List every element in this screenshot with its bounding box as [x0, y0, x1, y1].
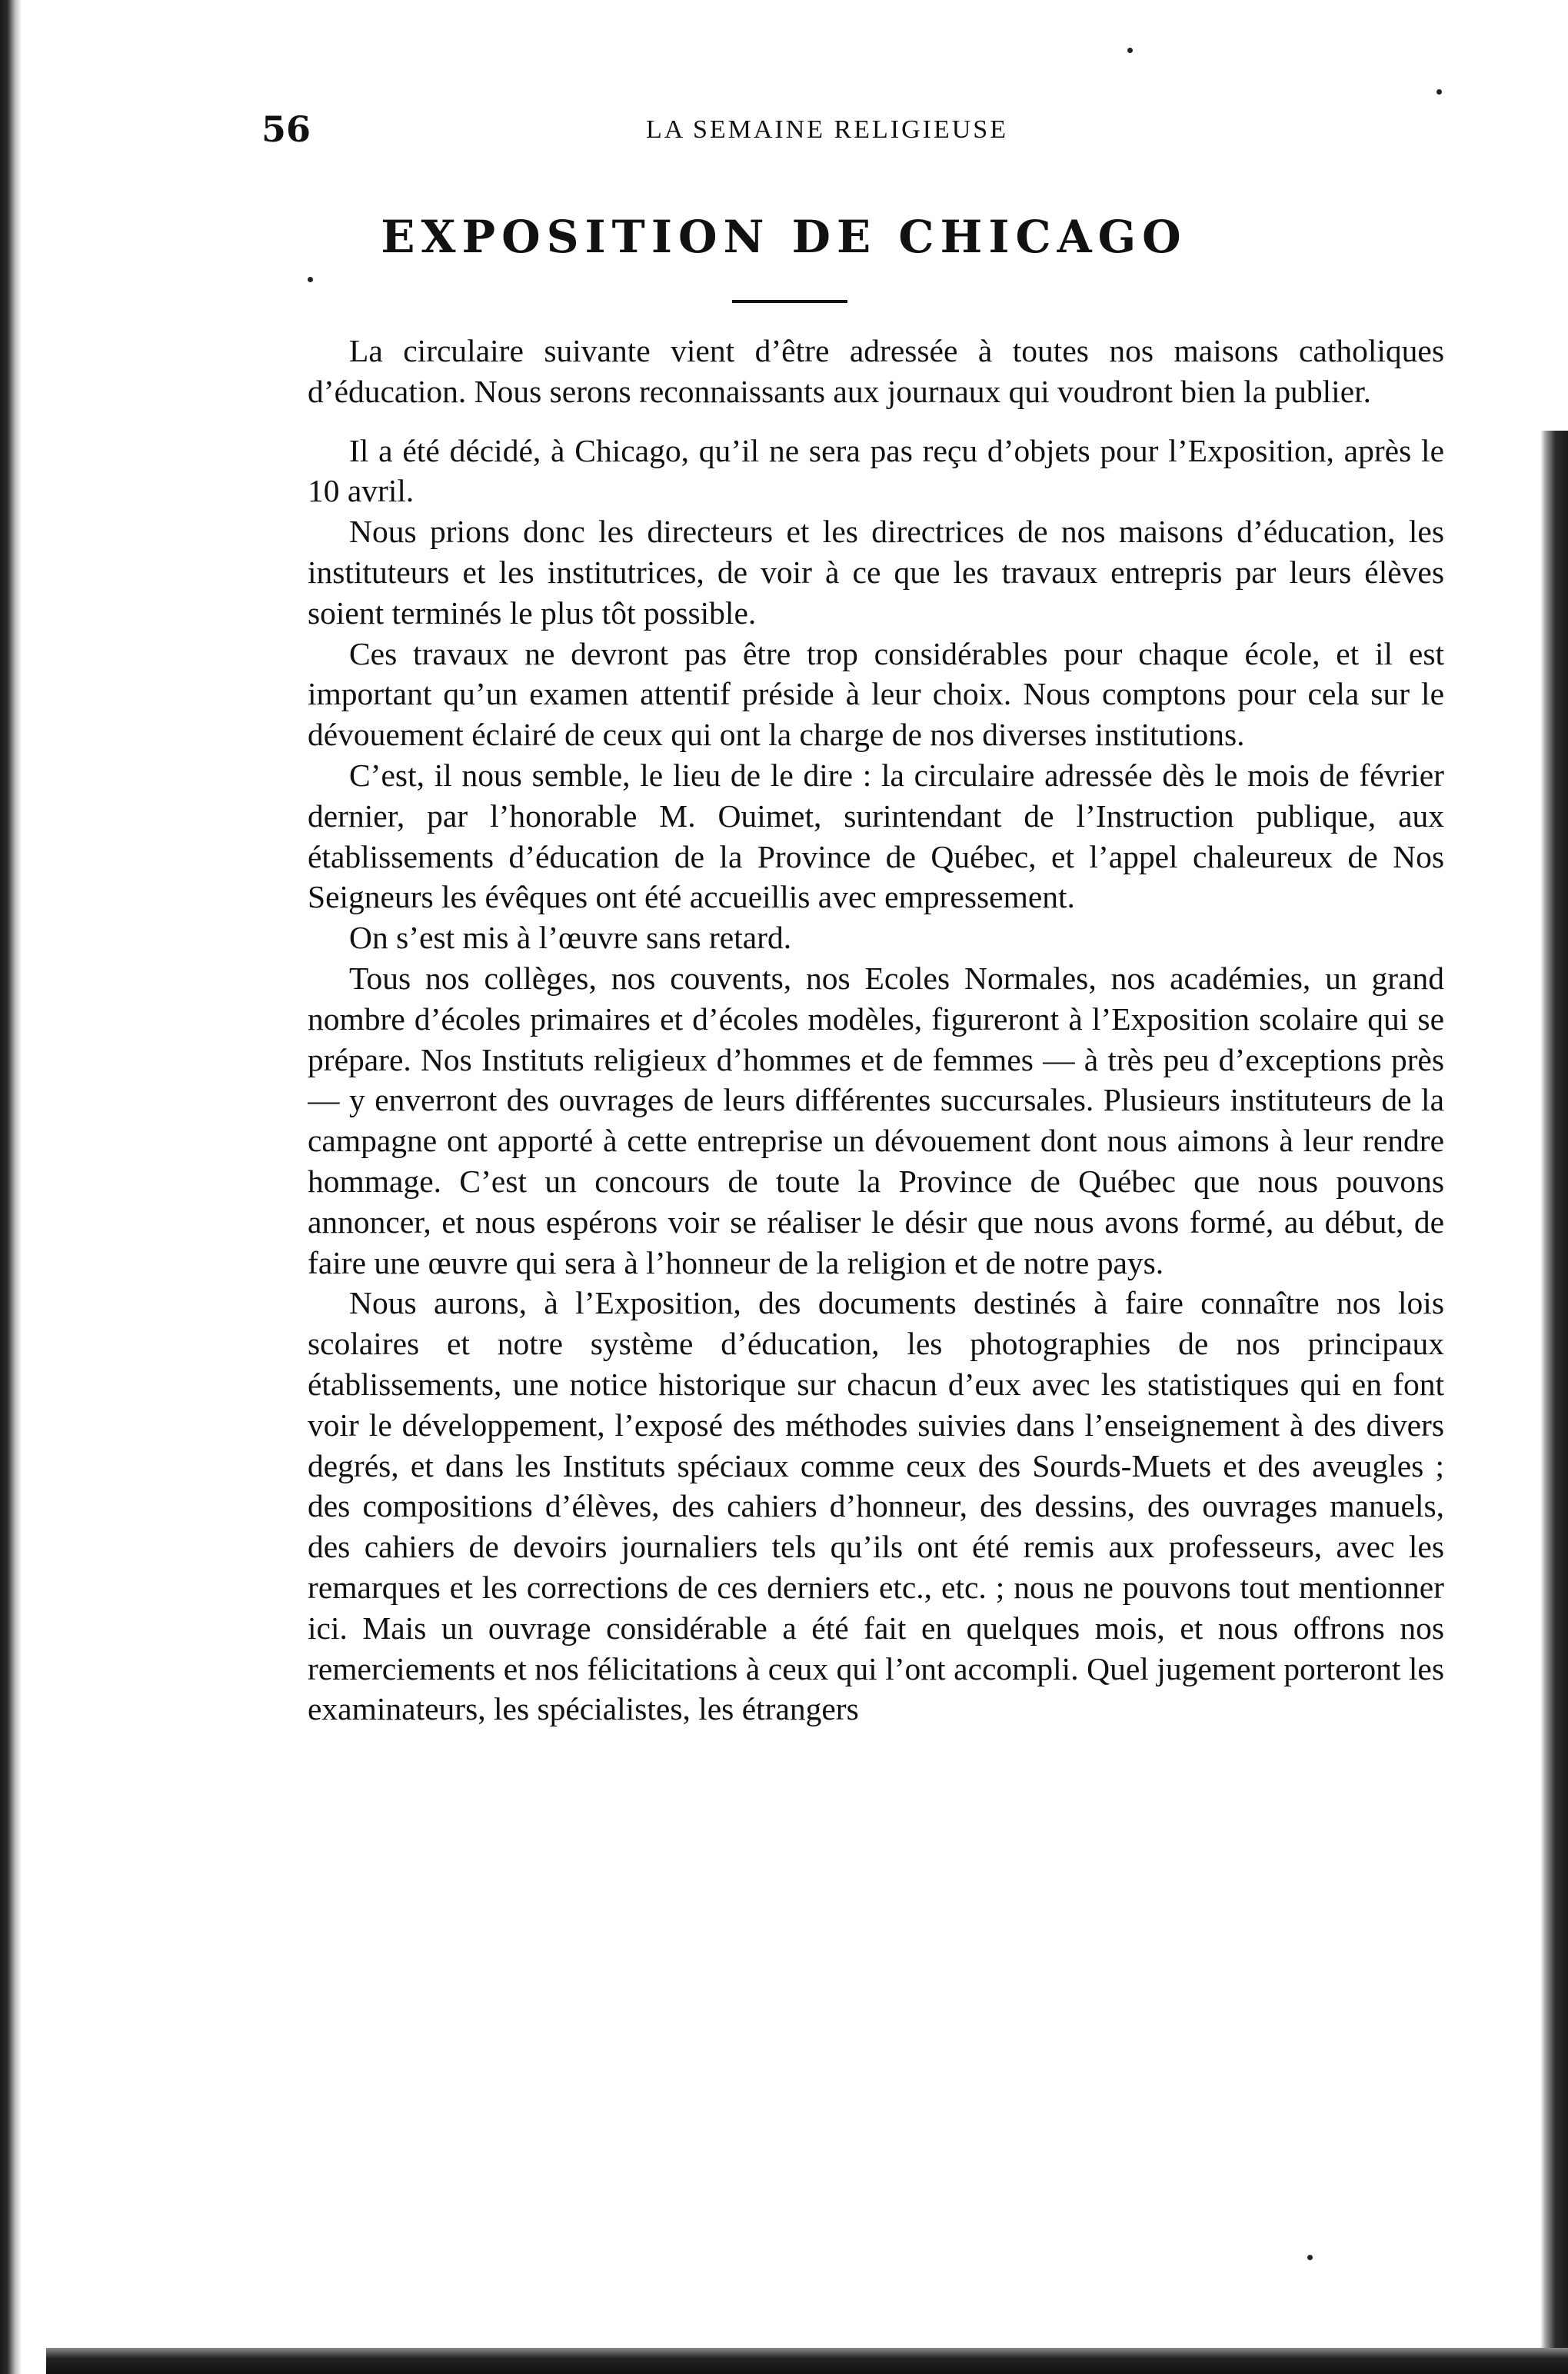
page-number: 56	[261, 108, 311, 150]
paragraph: Il a été décidé, à Chicago, qu’il ne sera pas reçu d’objets pour l’Exposition, après le 10 avril.	[308, 432, 1444, 509]
scan-shadow-left	[0, 0, 22, 2374]
paragraph: Nous prions donc les directeurs et les directrices de nos maisons d’éducation, les instituteurs et les institutrices, de voir à ce que les travaux entrepris par leurs élèves soient terminés le plus tôt possible.	[308, 514, 1444, 631]
paragraph-intro: La circulaire suivante vient d’être adressée à toutes nos maisons catholiques d’éducation. Nous serons reconnaissants aux journaux qui voudront bien la publier.	[308, 333, 1444, 409]
article-title: EXPOSITION DE CHICAGO	[381, 211, 1187, 263]
article-body	[308, 331, 1444, 2153]
scan-shadow-right	[1540, 431, 1568, 2374]
paragraph: Tous nos collèges, nos couvents, nos Ecoles Normales, nos académies, un grand nombre d’écoles primaires et d’écoles modèles, figureront à l’Exposition scolaire qui se prépare. Nos Instituts religieux d’hommes et de femmes — à très peu d’exceptions près — y enverront des ouvrages de leurs différentes succursales. Plusieurs instituteurs de la campagne ont apporté à cette entreprise un dévouement dont nous aimons à leur rendre hommage. C’est un concours de toute la Province de Québec que nous pouvons annoncer, et nous espérons voir se réaliser le désir que nous avons formé, au début, de faire une œuvre qui sera à l’honneur de la religion et de notre pays.	[308, 960, 1444, 1280]
title-rule	[732, 300, 847, 303]
scan-speck	[1307, 2255, 1313, 2260]
scan-speck	[308, 277, 313, 282]
scan-speck	[1127, 48, 1133, 53]
paragraph: Nous aurons, à l’Exposition, des documents destinés à faire connaître nos lois scolaires et notre système d’éducation, les photographies de nos principaux établissements, une notice historique sur chacun d’eux avec les statistiques qui en font voir le développement, l’exposé des méthodes suivies dans l’enseignement à des divers degrés, et dans les Instituts spéciaux comme ceux des Sourds-Muets et des aveugles ; des compositions d’élèves, des cahiers d’honneur, des dessins, des ouvrages manuels, des cahiers de devoirs journaliers tels qu’ils ont été remis aux professeurs, avec les remarques et les corrections de ces derniers etc., etc. ; nous ne pouvons tout mentionner ici. Mais un ouvrage considérable a été fait en quelques mois, et nous offrons nos remerciements et nos félicitations à ceux qui l’ont accompli. Quel jugement porteront les examinateurs, les spécialistes, les étrangers	[308, 1285, 1444, 1727]
scan-speck	[1437, 89, 1442, 95]
scan-shadow-bottom	[46, 2348, 1568, 2374]
paragraph: C’est, il nous semble, le lieu de le dire : la circulaire adressée dès le mois de février dernier, par l’honorable M. Ouimet, surintendant de l’Instruction publique, aux établissements d’éducation de la Province de Québec, et l’appel chaleureux de Nos Seigneurs les évêques ont été accueillis avec empressement.	[308, 757, 1444, 915]
running-title: LA SEMAINE RELIGIEUSE	[646, 115, 1008, 144]
running-head	[261, 106, 1446, 152]
paragraph: On s’est mis à l’œuvre sans retard.	[349, 920, 792, 956]
paragraph: Ces travaux ne devront pas être trop considérables pour chaque école, et il est important qu’un examen attentif préside à leur choix. Nous comptons pour cela sur le dévouement éclairé de ceux qui ont la charge de nos diverses institutions.	[308, 635, 1444, 753]
